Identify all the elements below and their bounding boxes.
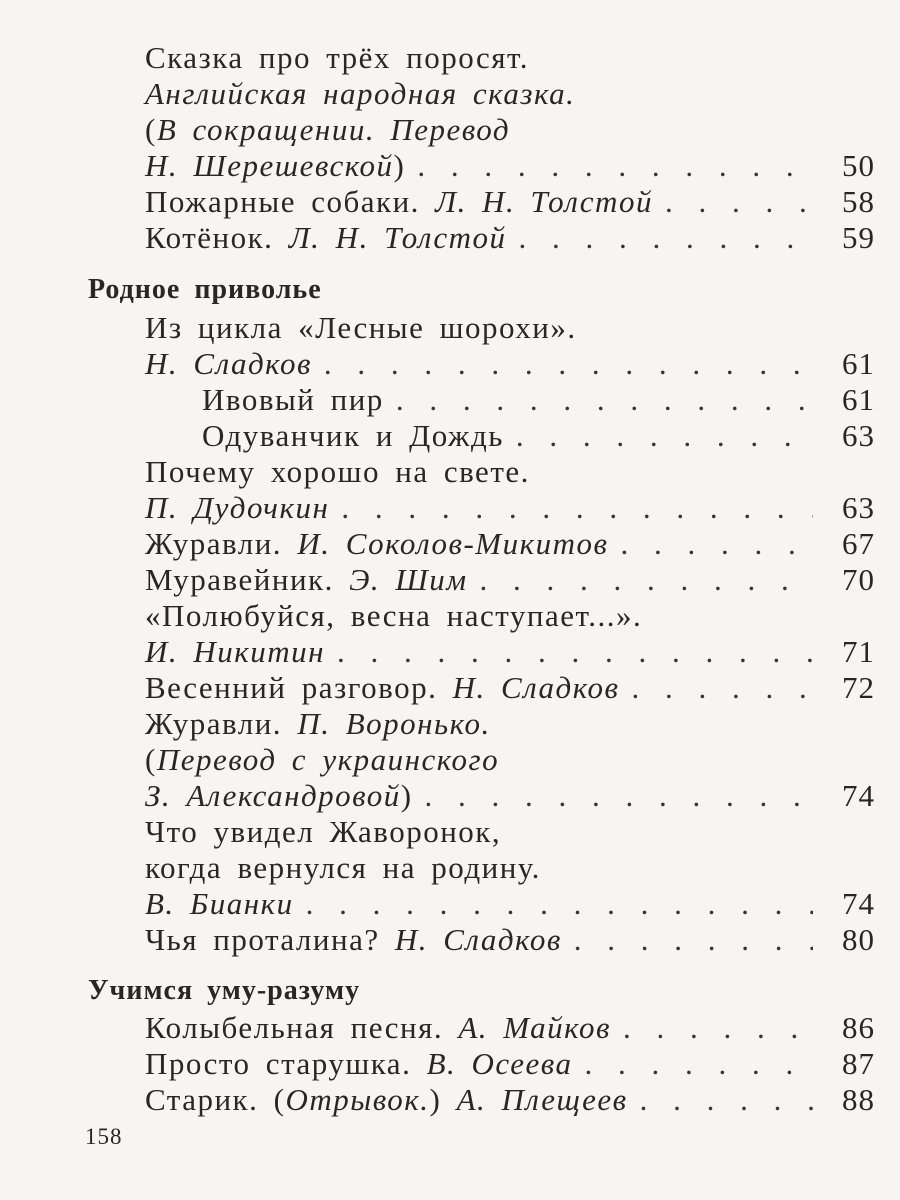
toc-page-number: 63 — [842, 490, 875, 525]
toc-page-number: 61 — [842, 382, 875, 417]
toc-entry — [145, 1046, 875, 1082]
toc-entry-title: ) — [393, 148, 406, 183]
toc-page-number: 67 — [842, 526, 875, 561]
toc-entry — [145, 76, 875, 112]
toc-entry-title: «Полюбуйся, весна наступает...». — [145, 598, 643, 633]
toc-entry — [145, 220, 875, 256]
toc-entry — [145, 1082, 875, 1118]
toc-page-number: 87 — [842, 1046, 875, 1081]
toc-entry-title: Старик. ( — [145, 1082, 286, 1117]
dot-leader — [640, 1082, 813, 1118]
toc-entry-title: Журавли. — [145, 706, 283, 741]
toc-entry-author: Н. Сладков — [437, 670, 620, 705]
toc-entry — [145, 490, 875, 526]
toc-page-number: 61 — [842, 346, 875, 381]
toc-entry — [145, 1010, 875, 1046]
toc-entry-author: В. Бианки — [145, 886, 294, 921]
toc-entry-title: ( — [145, 742, 157, 777]
toc-entry-author: Э. Шим — [333, 562, 468, 597]
dot-leader — [516, 418, 813, 454]
toc-entry-author: И. Соколов-Микитов — [282, 526, 609, 561]
dot-leader — [341, 490, 813, 526]
toc-entry-title: Что увидел Жаворонок, — [145, 814, 502, 849]
dot-leader — [585, 1046, 813, 1082]
toc-entry-author: П. Дудочкин — [145, 490, 330, 525]
dot-leader — [396, 382, 813, 418]
section-title-uchimsya: Учимся уму-разуму — [88, 975, 361, 1006]
page-number: 158 — [85, 1124, 123, 1149]
toc-entry-title: Почему хорошо на свете. — [145, 454, 530, 489]
toc-entry-title: Просто старушка. — [145, 1046, 412, 1081]
toc-entry-title: Журавли. — [145, 526, 283, 561]
toc-entry-author: А. Майков — [443, 1010, 611, 1045]
dot-leader — [574, 922, 813, 958]
toc-page-number: 86 — [842, 1010, 875, 1045]
toc-entry — [145, 634, 875, 670]
toc-entry-author: Н. Шерешевской — [145, 148, 394, 183]
toc-entry-author: Н. Сладков — [145, 346, 312, 381]
toc-entry — [145, 778, 875, 814]
dot-leader — [480, 562, 813, 598]
toc-entry — [145, 886, 875, 922]
dot-leader — [620, 526, 813, 562]
toc-entry-title: Ивовый пир — [202, 382, 384, 417]
toc-entry-author: П. Воронько. — [282, 706, 491, 741]
toc-entry — [145, 706, 875, 742]
dot-leader — [518, 220, 813, 256]
toc-entry-author: Н. Сладков — [379, 922, 562, 957]
dot-leader — [665, 184, 813, 220]
dot-leader — [425, 778, 813, 814]
toc-page-number: 50 — [842, 148, 875, 183]
toc-entry-author: И. Никитин — [145, 634, 326, 669]
toc-entry-author: Л. Н. Толстой — [273, 220, 507, 255]
toc-page-number: 74 — [842, 778, 875, 813]
toc-entry — [145, 670, 875, 706]
toc-page-number: 58 — [842, 184, 875, 219]
dot-leader — [324, 346, 813, 382]
toc-entry-author: З. Александровой — [145, 778, 401, 813]
toc-page-number: 72 — [842, 670, 875, 705]
toc-page-number: 71 — [842, 634, 875, 669]
toc-entry — [145, 310, 875, 346]
toc-page-number: 59 — [842, 220, 875, 255]
toc-entry-title: ( — [145, 112, 157, 147]
toc-entry-author: Отрывок. — [285, 1082, 430, 1117]
toc-entry-title: Котёнок. — [145, 220, 274, 255]
toc-entry-author: Перевод с украинского — [156, 742, 500, 777]
toc-page-number: 80 — [842, 922, 875, 957]
dot-leader — [632, 670, 813, 706]
toc-entry-title: Сказка про трёх поросят. — [145, 40, 529, 75]
toc-page-number: 88 — [842, 1082, 875, 1117]
toc-entry-title: ) — [400, 778, 413, 813]
dot-leader — [306, 886, 813, 922]
toc-entry-title: Пожарные собаки. — [145, 184, 420, 219]
toc-entry — [145, 850, 875, 886]
toc-entry-author: В сокращении. Перевод — [156, 112, 511, 147]
toc-entry-author: В. Осеева — [411, 1046, 573, 1081]
toc-entry — [145, 922, 875, 958]
toc-page-number: 63 — [842, 418, 875, 453]
toc-entry-title: Чья проталина? — [145, 922, 380, 957]
dot-leader — [623, 1010, 813, 1046]
toc-entry-author: Л. Н. Толстой — [419, 184, 653, 219]
dot-leader — [417, 148, 813, 184]
toc-entry — [145, 814, 875, 850]
toc-entry — [145, 598, 875, 634]
toc-entry-title: Из цикла «Лесные шорохи». — [145, 310, 577, 345]
toc-entry-title: когда вернулся на родину. — [145, 850, 541, 885]
toc-entry — [145, 148, 875, 184]
toc-entry — [145, 742, 875, 778]
toc-entry — [145, 112, 875, 148]
toc-entry-title: Весенний разговор. — [145, 670, 438, 705]
toc-entry — [145, 562, 875, 598]
toc-entry — [145, 40, 875, 76]
dot-leader — [337, 634, 813, 670]
toc-entry-title: ) — [429, 1082, 442, 1117]
toc-entry-title: Одуванчик и Дождь — [202, 418, 504, 453]
toc-entry-title: Колыбельная песня. — [145, 1010, 444, 1045]
section-title-rodnoe: Родное приволье — [88, 274, 322, 305]
toc-entry-author: Английская народная сказка. — [145, 76, 576, 111]
toc-page-number: 70 — [842, 562, 875, 597]
toc-entry — [145, 346, 875, 382]
toc-entry — [145, 184, 875, 220]
toc-entry — [145, 526, 875, 562]
toc-entry — [202, 382, 875, 418]
toc-entry — [145, 454, 875, 490]
toc-entry-title: Муравейник. — [145, 562, 334, 597]
toc-entry-author: А. Плещеев — [441, 1082, 628, 1117]
toc-entry — [202, 418, 875, 454]
toc-page-number: 74 — [842, 886, 875, 921]
